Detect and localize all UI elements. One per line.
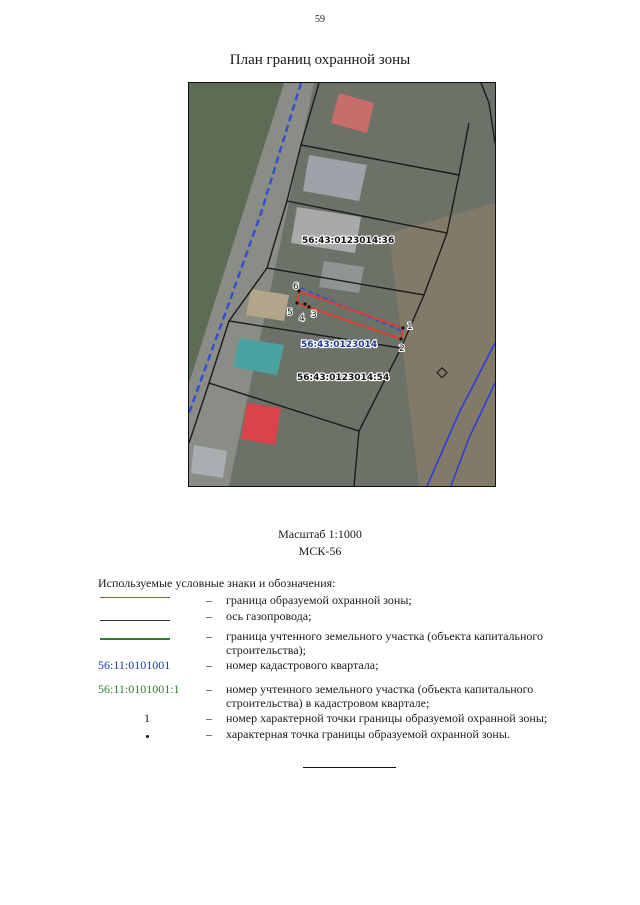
satellite-map-image <box>189 83 495 486</box>
parcel-number-sample: 56:11:0101001:1 <box>98 682 180 696</box>
point-label-3: 3 <box>311 310 317 320</box>
map-scale <box>0 526 640 560</box>
red-line-symbol <box>100 597 170 598</box>
quarter-label: 56:43:0123014 <box>301 340 378 350</box>
building-roof-red <box>241 403 281 445</box>
scale-ratio: Масштаб 1:1000 <box>278 527 362 541</box>
point-marker-symbol <box>146 735 149 738</box>
parcel-label-bottom: 56:43:0123014:54 <box>297 373 390 383</box>
green-line-symbol <box>100 638 170 640</box>
point-label-1: 1 <box>407 322 413 332</box>
legend-title: Используемые условные знаки и обозначения: <box>98 576 336 590</box>
point-label-6: 6 <box>293 282 299 292</box>
parcel-label-top: 56:43:0123014:36 <box>302 236 395 246</box>
coordinate-system: МСК-56 <box>298 544 342 558</box>
page-number: 59 <box>315 14 325 25</box>
quarter-number-sample: 56:11:0101001 <box>98 658 171 672</box>
cadastral-map <box>188 82 496 487</box>
pipe-line-symbol <box>100 620 170 621</box>
point-label-2: 2 <box>399 344 405 354</box>
point-number-sample: 1 <box>144 711 150 725</box>
document-title: План границ охранной зоны <box>229 52 411 68</box>
end-rule <box>303 767 396 768</box>
point-label-5: 5 <box>287 308 293 318</box>
point-label-4: 4 <box>299 314 305 324</box>
